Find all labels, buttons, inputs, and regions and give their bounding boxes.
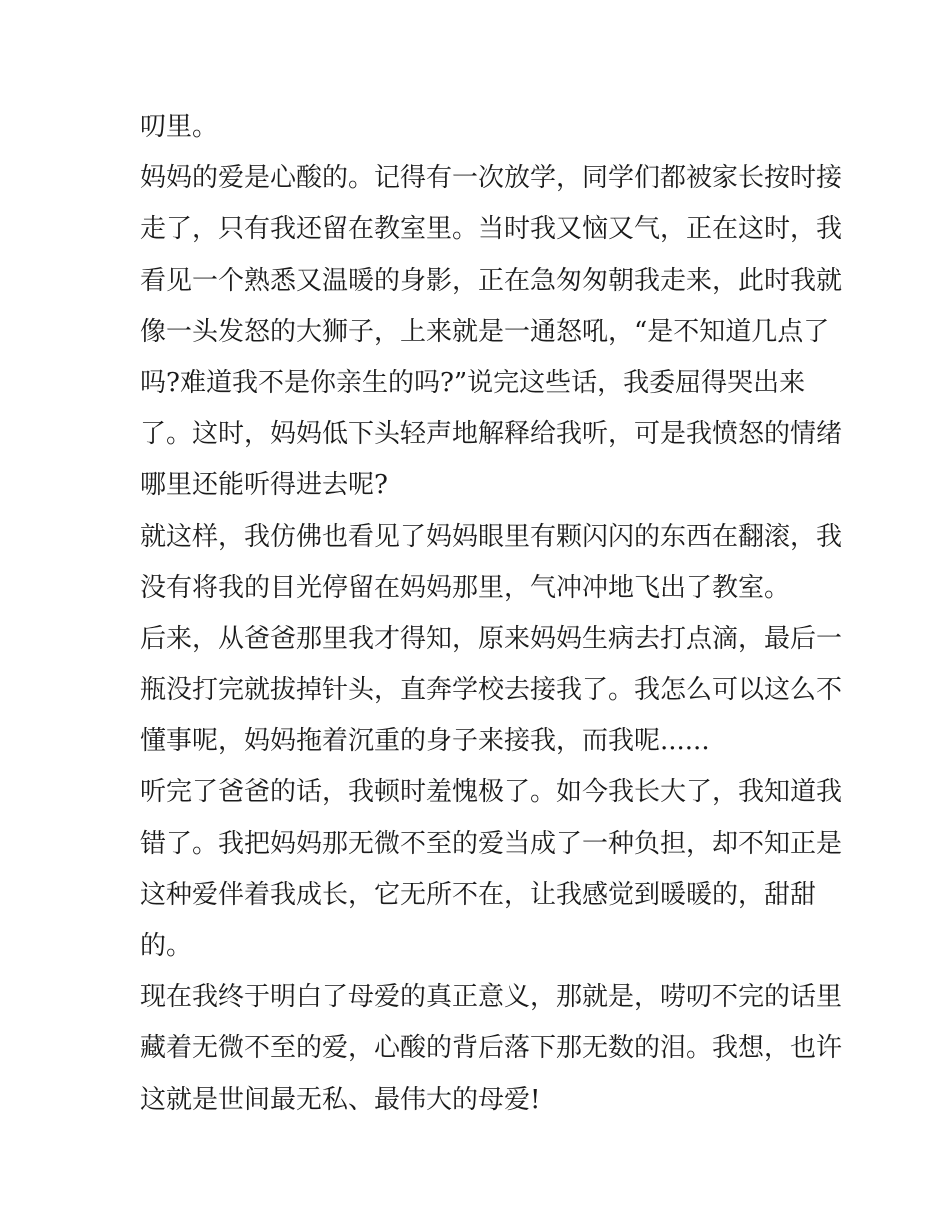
text-line: 听完了爸爸的话，我顿时羞愧极了。如今我长大了，我知道我 — [140, 777, 843, 808]
text-line: 藏着无微不至的爱，心酸的背后落下那无数的泪。我想，也许 — [140, 1033, 843, 1064]
text-line: 看见一个熟悉又温暖的身影，正在急匆匆朝我走来，此时我就 — [140, 265, 843, 296]
text-line: 走了，只有我还留在教室里。当时我又恼又气，正在这时，我 — [140, 214, 843, 245]
text-line: 现在我终于明白了母爱的真正意义，那就是，唠叨不完的话里 — [140, 982, 843, 1013]
text-line: 这种爱伴着我成长，它无所不在，让我感觉到暖暖的，甜甜 — [140, 879, 817, 910]
text-line: 懂事呢，妈妈拖着沉重的身子来接我，而我呢...... — [140, 726, 710, 757]
text-line: 妈妈的爱是心酸的。记得有一次放学，同学们都被家长按时接 — [140, 163, 843, 194]
text-line: 了。这时，妈妈低下头轻声地解释给我听，可是我愤怒的情绪 — [140, 419, 843, 450]
text-line: 哪里还能听得进去呢? — [140, 470, 388, 501]
text-line: 叨里。 — [140, 112, 219, 142]
text-line: 瓶没打完就拔掉针头，直奔学校去接我了。我怎么可以这么不 — [140, 675, 843, 706]
text-line: 就这样，我仿佛也看见了妈妈眼里有颗闪闪的东西在翻滚，我 — [140, 521, 843, 552]
text-line: 的。 — [140, 931, 193, 961]
text-line: 没有将我的目光停留在妈妈那里，气冲冲地飞出了教室。 — [140, 572, 791, 603]
text-line: 后来，从爸爸那里我才得知，原来妈妈生病去打点滴，最后一 — [140, 623, 843, 654]
essay-text — [140, 102, 843, 1126]
text-line: 像一头发怒的大狮子，上来就是一通怒吼，“是不知道几点了 — [140, 316, 830, 347]
text-line: 吗?难道我不是你亲生的吗?”说完这些话，我委屈得哭出来 — [140, 367, 806, 398]
text-line: 错了。我把妈妈那无微不至的爱当成了一种负担，却不知正是 — [140, 828, 843, 859]
text-line: 这就是世间最无私、最伟大的母爱! — [140, 1084, 541, 1115]
